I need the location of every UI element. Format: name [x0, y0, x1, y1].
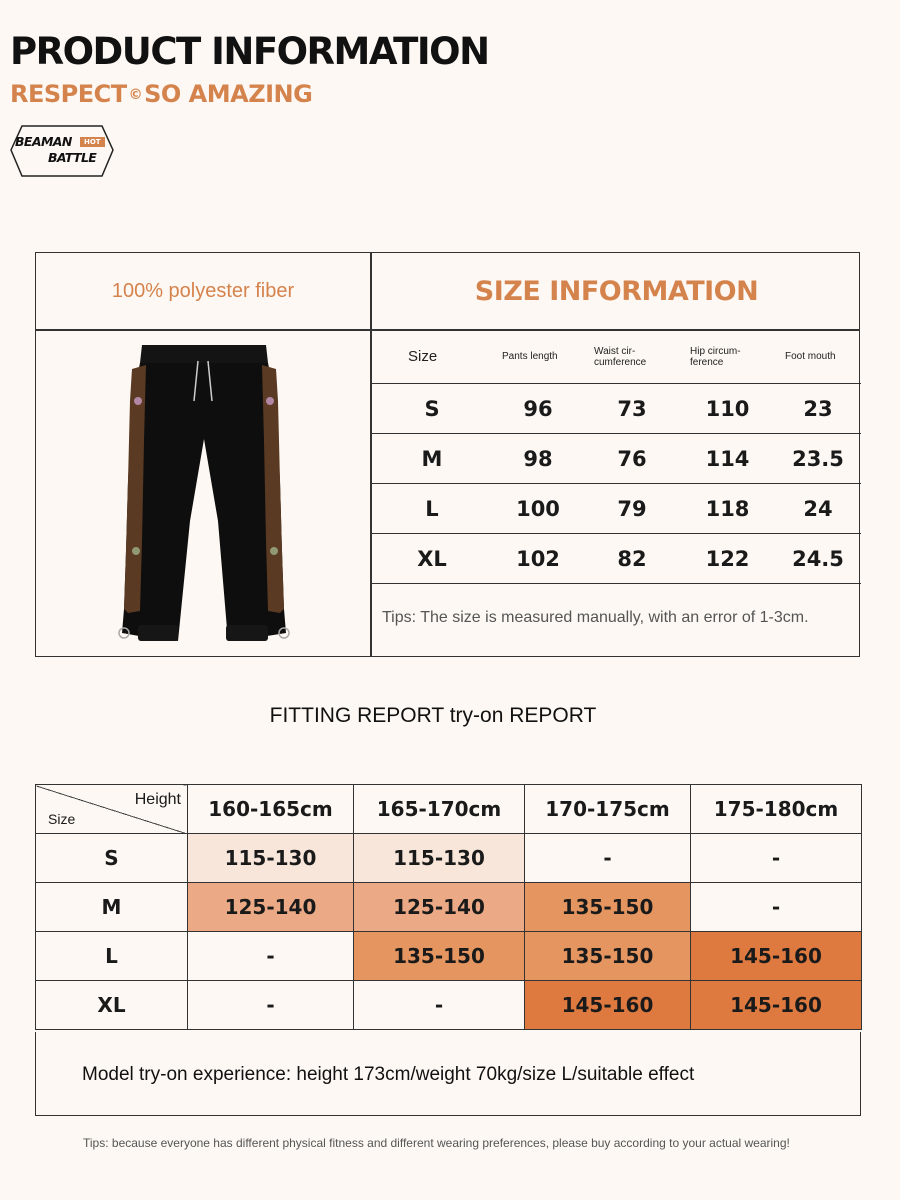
- table-cell: 114: [705, 446, 750, 471]
- table-cell: 102: [516, 546, 560, 571]
- corner-size-label: Size: [48, 811, 76, 827]
- corner-cell: [36, 785, 188, 834]
- table-row: [372, 384, 861, 434]
- weight-cell: -: [354, 981, 525, 1030]
- table-row: [372, 534, 861, 584]
- table-cell: M: [421, 446, 443, 471]
- table-cell: XL: [417, 546, 447, 571]
- fitting-report-title: FITTING REPORT try-on REPORT: [269, 704, 597, 727]
- size-info-box: [35, 252, 860, 657]
- table-row: [36, 834, 862, 883]
- height-header: 160-165cm: [188, 785, 354, 834]
- table-cell: 24.5: [792, 546, 844, 571]
- table-cell: 23: [803, 396, 833, 421]
- size-tips: Tips: The size is measured manually, with an error of 1-3cm.: [382, 609, 809, 626]
- logo-line1: BEAMAN: [15, 134, 72, 149]
- table-cell: S: [424, 396, 440, 421]
- table-cell: 82: [617, 546, 647, 571]
- pants-product-image: [98, 341, 308, 649]
- column-header: Waist cir- cumference: [594, 345, 647, 368]
- weight-cell: -: [188, 981, 354, 1030]
- weight-cell: 135-150: [525, 932, 691, 981]
- footer-tips: Tips: because everyone has different physical fitness and different wearing preferences, please buy according to your actual wearing!: [83, 1136, 790, 1150]
- subtitle-left: RESPECT: [10, 80, 127, 108]
- table-row: [36, 981, 862, 1030]
- column-header: Pants length: [502, 351, 558, 362]
- logo-hot-badge: HOT: [80, 137, 105, 147]
- height-header: 175-180cm: [691, 785, 862, 834]
- weight-cell: 135-150: [525, 883, 691, 932]
- model-info-box: [35, 1032, 861, 1116]
- copyright-mark: ©: [128, 87, 143, 103]
- weight-cell: 125-140: [354, 883, 525, 932]
- table-cell: 73: [617, 396, 647, 421]
- table-row: [372, 484, 861, 534]
- column-header: Size: [408, 348, 438, 365]
- table-cell: 110: [705, 396, 750, 421]
- weight-cell: 115-130: [188, 834, 354, 883]
- table-cell: 76: [617, 446, 647, 471]
- weight-cell: 145-160: [525, 981, 691, 1030]
- corner-height-label: Height: [134, 791, 181, 808]
- table-cell: L: [425, 496, 439, 521]
- size-table: [372, 330, 861, 584]
- size-label: XL: [36, 981, 188, 1030]
- size-label: M: [36, 883, 188, 932]
- weight-cell: 135-150: [354, 932, 525, 981]
- brand-logo: [8, 120, 116, 180]
- weight-cell: 145-160: [691, 932, 862, 981]
- table-cell: 100: [516, 496, 560, 521]
- weight-cell: -: [525, 834, 691, 883]
- size-info-title: SIZE INFORMATION: [474, 275, 759, 307]
- table-cell: 79: [617, 496, 647, 521]
- weight-cell: -: [691, 834, 862, 883]
- column-header: Hip circum- ference: [690, 345, 741, 368]
- size-label: S: [36, 834, 188, 883]
- table-cell: 23.5: [792, 446, 844, 471]
- model-info-text: Model try-on experience: height 173cm/weight 70kg/size L/suitable effect: [82, 1064, 695, 1085]
- weight-cell: 115-130: [354, 834, 525, 883]
- size-table-header: [372, 330, 861, 384]
- page-subtitle: [10, 80, 312, 108]
- subtitle-right: SO AMAZING: [144, 80, 313, 108]
- table-cell: 118: [705, 496, 750, 521]
- table-cell: 24: [803, 496, 833, 521]
- material-label: 100% polyester fiber: [111, 279, 295, 302]
- weight-cell: 125-140: [188, 883, 354, 932]
- table-row: [372, 434, 861, 484]
- table-row: [36, 932, 862, 981]
- fitting-table: [35, 784, 862, 1030]
- table-cell: 96: [523, 396, 553, 421]
- column-header: Foot mouth: [785, 351, 836, 362]
- weight-cell: -: [691, 883, 862, 932]
- size-label: L: [36, 932, 188, 981]
- weight-cell: -: [188, 932, 354, 981]
- fitting-header-row: [36, 785, 862, 834]
- logo-line2: BATTLE: [48, 150, 97, 165]
- page-title: PRODUCT INFORMATION: [10, 30, 489, 73]
- height-header: 165-170cm: [354, 785, 525, 834]
- height-header: 170-175cm: [525, 785, 691, 834]
- table-row: [36, 883, 862, 932]
- table-cell: 122: [705, 546, 750, 571]
- table-cell: 98: [523, 446, 553, 471]
- weight-cell: 145-160: [691, 981, 862, 1030]
